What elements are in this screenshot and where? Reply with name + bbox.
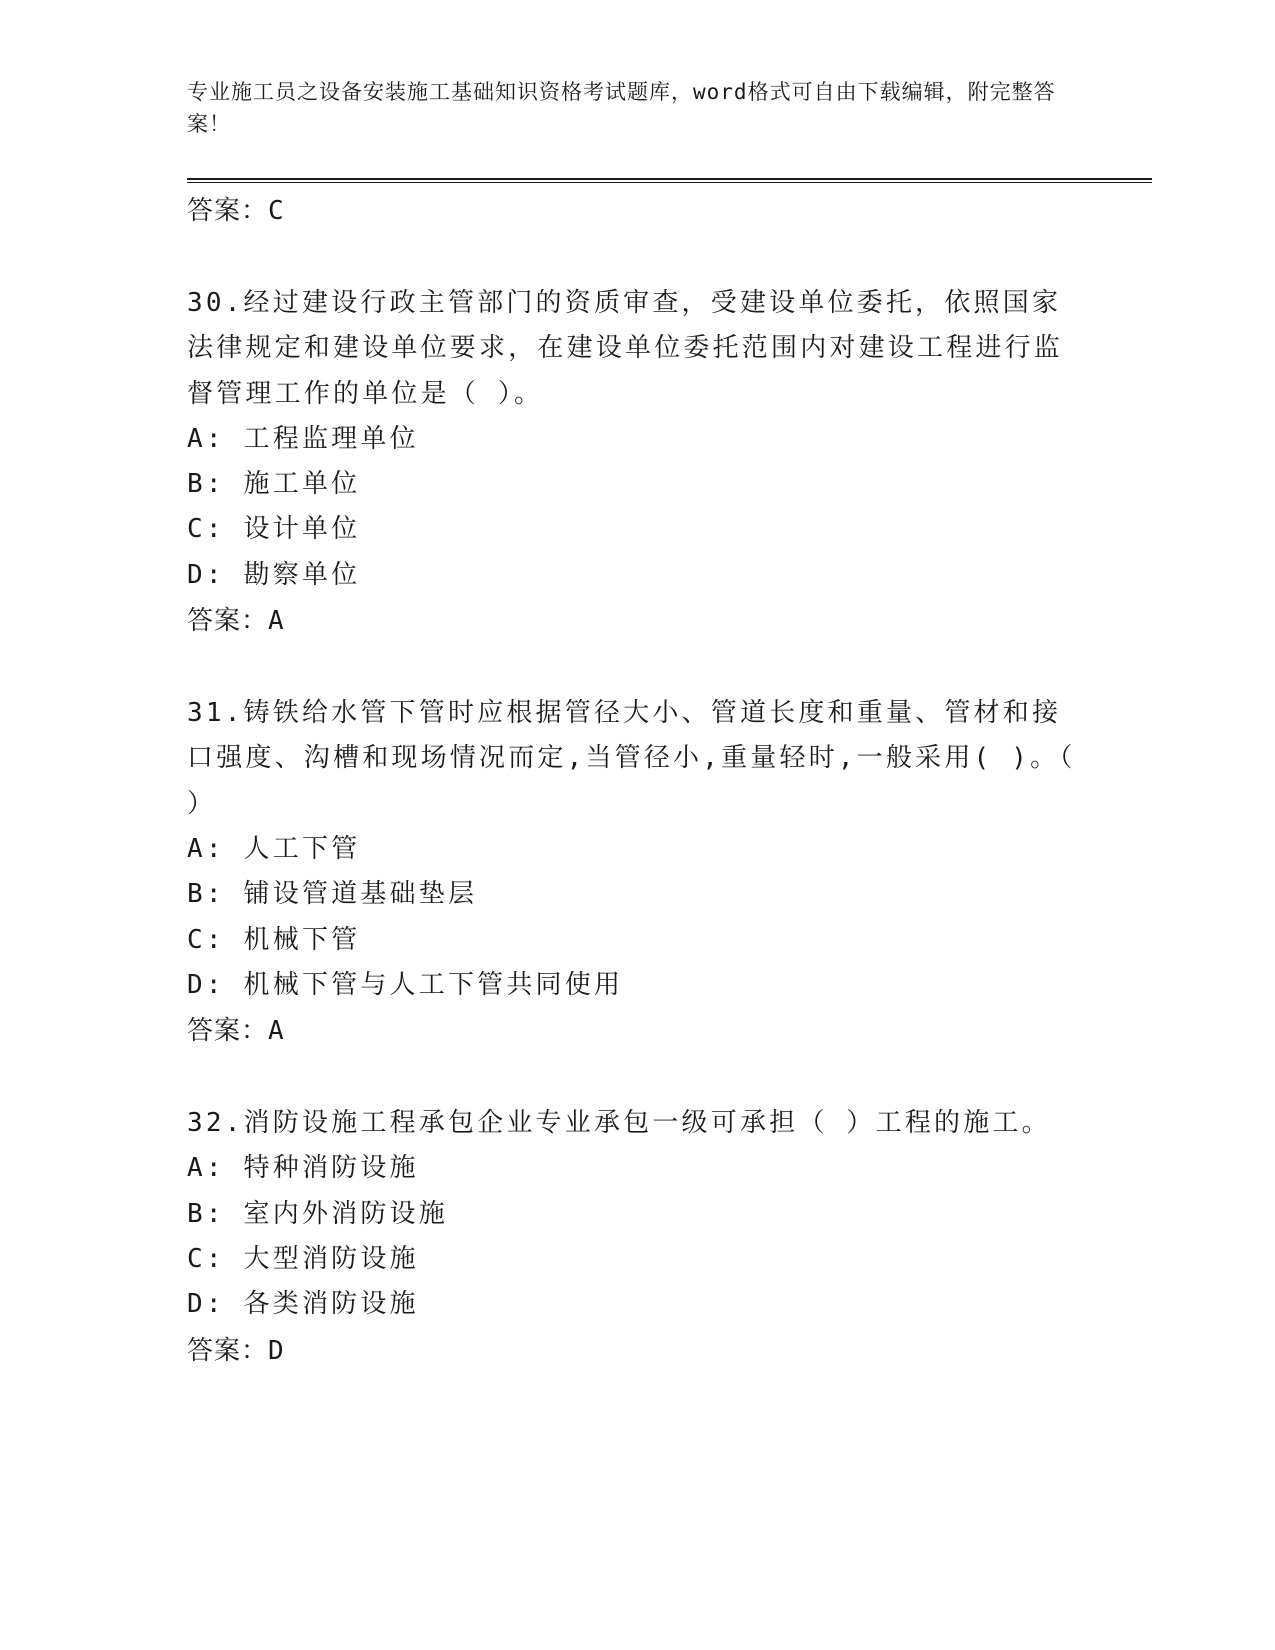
option-d: D: 勘察单位 [187, 559, 361, 590]
page-header: 专业施工员之设备安装施工基础知识资格考试题库，word格式可自由下载编辑，附完整答案！ [187, 80, 1056, 136]
option-c: C: 机械下管 [187, 924, 361, 955]
option-b: B: 铺设管道基础垫层 [187, 879, 478, 910]
option-a: A: 工程监理单位 [187, 423, 419, 454]
header-divider [187, 178, 1152, 183]
option-a: A: 特种消防设施 [187, 1153, 419, 1184]
document-page [187, 0, 1152, 1650]
option-a: A: 人工下管 [187, 833, 361, 864]
option-d: D: 各类消防设施 [187, 1289, 419, 1320]
answer-line: 答案：C [187, 196, 285, 226]
option-c: C: 大型消防设施 [187, 1244, 419, 1275]
question-stem: 32.消防设施工程承包企业专业承包一级可承担（ ）工程的施工。 [187, 1108, 1051, 1139]
option-b: B: 施工单位 [187, 469, 361, 500]
question-list [187, 188, 1152, 1374]
answer-line: 答案：D [187, 1335, 285, 1366]
question-stem: 30.经过建设行政主管部门的资质审查，受建设单位委托，依照国家法律规定和建设单位要求，在建设单位委托范围内对建设工程进行监督管理工作的单位是（ ）。 [187, 288, 1064, 409]
question-32 [187, 1101, 1152, 1373]
option-d: D: 机械下管与人工下管共同使用 [187, 969, 624, 1000]
answer-line: 答案：A [187, 1016, 285, 1047]
option-c: C: 设计单位 [187, 514, 361, 545]
option-b: B: 室内外消防设施 [187, 1198, 448, 1229]
question-30 [187, 281, 1152, 644]
question-stem: 31.铸铁给水管下管时应根据管径大小、管道长度和重量、管材和接口强度、沟槽和现场情况而定,当管径小,重量轻时,一般采用( )。（ ） [187, 698, 1076, 819]
answer-line: 答案：A [187, 606, 285, 637]
question-31 [187, 691, 1152, 1054]
